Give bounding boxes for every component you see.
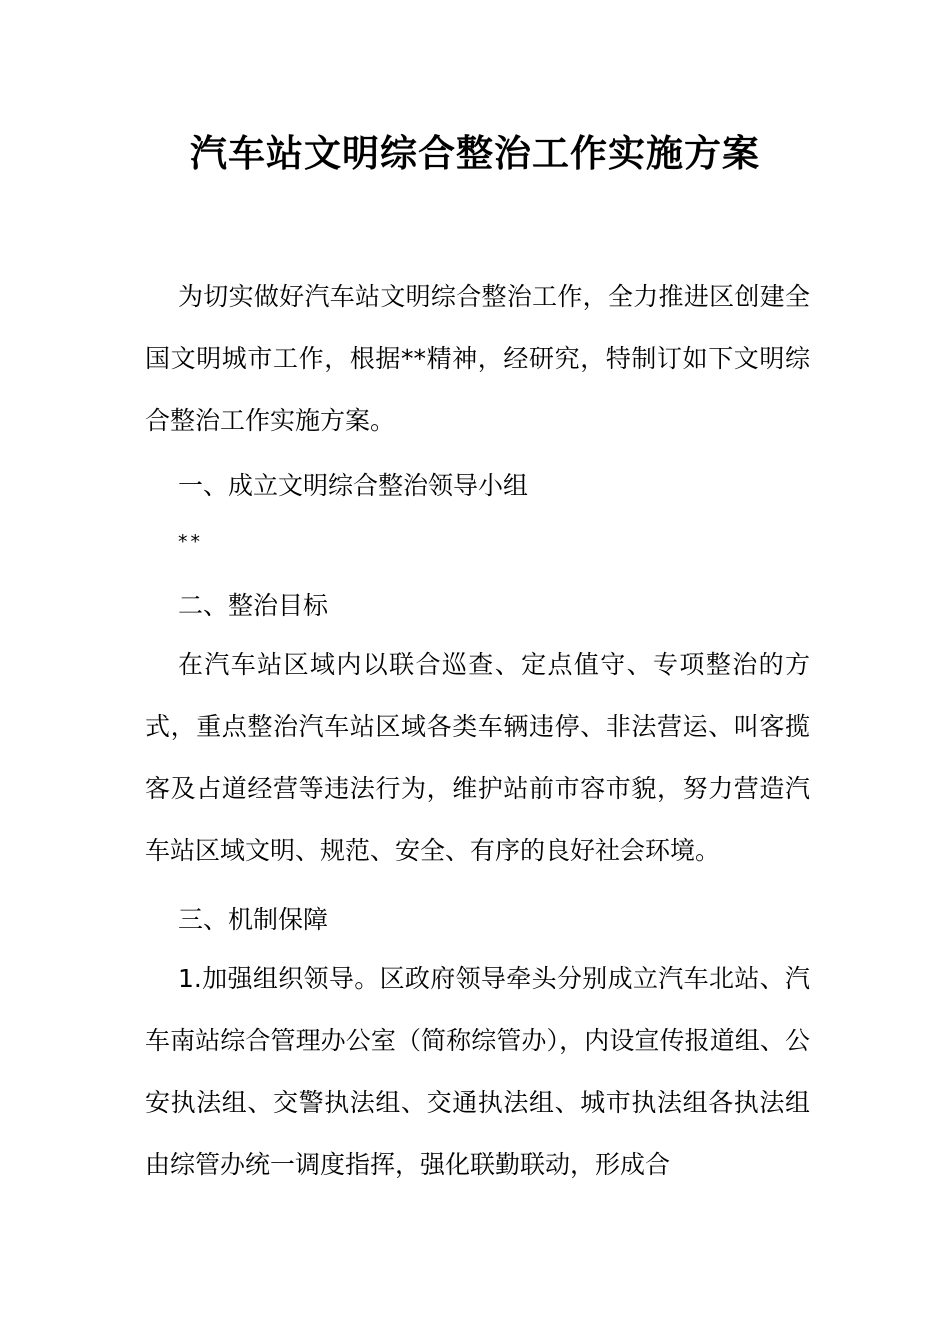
section-1-body: **	[178, 531, 203, 553]
document-title: 汽车站文明综合整治工作实施方案	[190, 131, 760, 175]
section-2-paragraph: 在汽车站区域内以联合巡查、定点值守、专项整治的方式，重点整治汽车站区域各类车辆违停、非法营运、叫客揽客及占道经营等违法行为，维护站前市容市貌，努力营造汽车站区域文明、规范、安全、有序的良好社会环境。	[145, 650, 810, 865]
section-1-heading: 一、成立文明综合整治领导小组	[178, 471, 529, 500]
section-3-heading: 三、机制保障	[178, 905, 329, 934]
section-3-paragraph: 1.加强组织领导。区政府领导牵头分别成立汽车北站、汽车南站综合管理办公室（简称综管办），内设宣传报道组、公安执法组、交警执法组、交通执法组、城市执法组各执法组由综管办统一调度指挥，强化联勤联动，形成合	[145, 964, 810, 1179]
intro-paragraph: 为切实做好汽车站文明综合整治工作，全力推进区创建全国文明城市工作，根据**精神，经研究，特制订如下文明综合整治工作实施方案。	[145, 282, 810, 435]
section-2-heading: 二、整治目标	[178, 591, 329, 620]
